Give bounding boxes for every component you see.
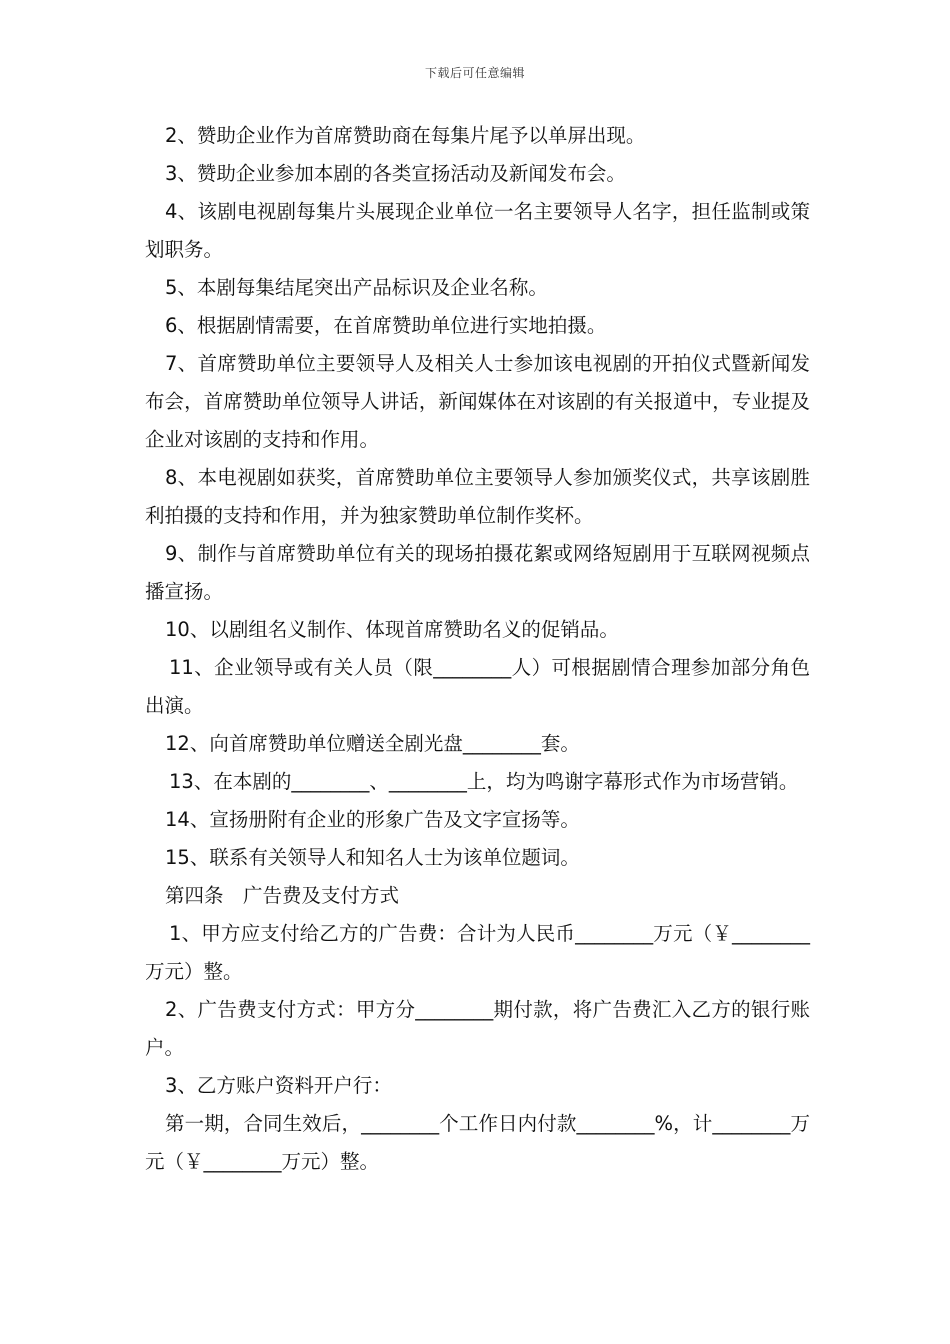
clause-item-5: 5、本剧每集结尾突出产品标识及企业名称。 [165, 276, 548, 299]
clause-item-6: 6、根据剧情需要，在首席赞助单位进行实地拍摄。 [165, 314, 607, 337]
clause-item-11: 11、企业领导或有关人员（限________人）可根据剧情合理参加部分角色出演。 [145, 656, 810, 717]
payment-item-1: 1、甲方应支付给乙方的广告费：合计为人民币________万元（￥________万元）整。 [145, 922, 810, 983]
payment-item-3: 3、乙方账户资料开户行： [165, 1074, 392, 1097]
clause-item-9: 9、制作与首席赞助单位有关的现场拍摄花絮或网络短剧用于互联网视频点播宣扬。 [145, 542, 810, 603]
clause-item-13: 13、在本剧的________、________上，均为鸣谢字幕形式作为市场营销。 [169, 770, 799, 793]
clause-item-10: 10、以剧组名义制作、体现首席赞助名义的促销品。 [165, 618, 619, 641]
clause-item-15: 15、联系有关领导人和知名人士为该单位题词。 [165, 846, 580, 869]
section-heading-article-4: 第四条 广告费及支付方式 [165, 884, 400, 907]
clause-item-3: 3、赞助企业参加本剧的各类宣扬活动及新闻发布会。 [165, 162, 626, 185]
document-body [145, 117, 810, 1181]
page-header-note: 下载后可任意编辑 [424, 66, 525, 80]
clause-item-14: 14、宣扬册附有企业的形象广告及文字宣扬等。 [165, 808, 580, 831]
clause-item-7: 7、首席赞助单位主要领导人及相关人士参加该电视剧的开拍仪式暨新闻发布会，首席赞助单位领导人讲话，新闻媒体在对该剧的有关报道中，专业提及企业对该剧的支持和作用。 [145, 352, 810, 451]
clause-item-2: 2、赞助企业作为首席赞助商在每集片尾予以单屏出现。 [165, 124, 646, 147]
clause-item-8: 8、本电视剧如获奖，首席赞助单位主要领导人参加颁奖仪式，共享该剧胜利拍摄的支持和作用，并为独家赞助单位制作奖杯。 [145, 466, 810, 527]
clause-item-4: 4、该剧电视剧每集片头展现企业单位一名主要领导人名字，担任监制或策划职务。 [145, 200, 810, 261]
clause-item-12: 12、向首席赞助单位赠送全剧光盘________套。 [165, 732, 580, 755]
payment-first-installment: 第一期，合同生效后，________个工作日内付款________%，计________万元（￥________万元）整。 [145, 1112, 810, 1173]
payment-item-2: 2、广告费支付方式：甲方分________期付款，将广告费汇入乙方的银行账户。 [145, 998, 810, 1059]
